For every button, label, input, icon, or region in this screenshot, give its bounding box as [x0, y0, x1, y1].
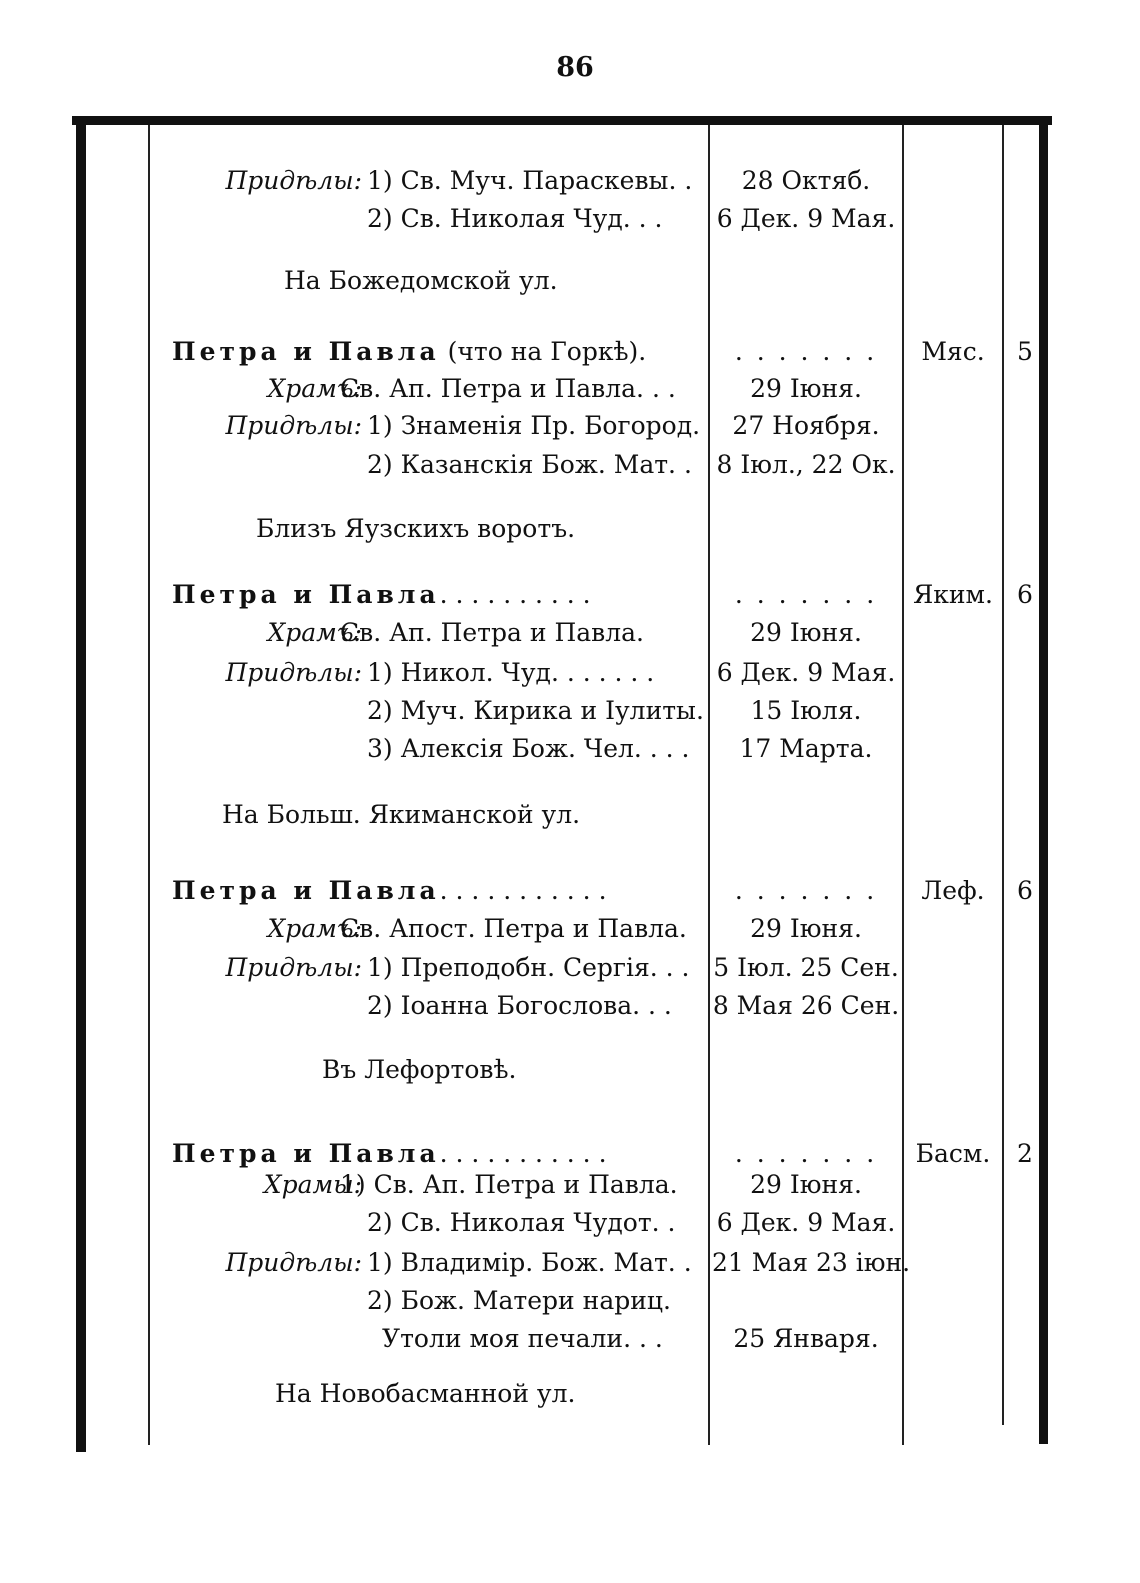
row-entry: 2) Іоанна Богослова. . . [367, 991, 672, 1020]
row-label: Храмы: [263, 1170, 362, 1199]
church-suffix: . . . . . . . . . . . [439, 1139, 607, 1168]
row-date: 15 Іюля. [750, 696, 862, 725]
table-row [0, 1204, 1140, 1242]
table-row [0, 370, 1140, 408]
row-entry: 1) Св. Муч. Параскевы. . [367, 166, 693, 195]
row-entry: Утоли моя печали. . . [382, 1324, 663, 1353]
row-entry: 3) Алексія Бож. Чел. . . . [367, 734, 690, 763]
church-district: Яким. [913, 580, 993, 609]
row-label: Храмъ: [267, 914, 362, 943]
row-label: Придѣлы: [225, 166, 362, 195]
row-label: Придѣлы: [225, 411, 362, 440]
church-date-dots: . . . . . . . [734, 580, 878, 609]
page-number: 86 [556, 52, 594, 83]
table-row [0, 730, 1140, 768]
row-entry: Св. Ап. Петра и Павла. [340, 618, 644, 647]
church-row [0, 576, 1140, 614]
row-entry: 2) Казанскія Бож. Мат. . [367, 450, 692, 479]
row-date: 17 Марта. [739, 734, 873, 763]
church-name: Петра и Павла [172, 580, 440, 609]
row-entry: 1) Знаменія Пр. Богород. [367, 411, 701, 440]
church-number: 6 [1017, 580, 1033, 609]
table-row [0, 949, 1140, 987]
church-name: Петра и Павла [172, 337, 440, 366]
table-row [0, 446, 1140, 484]
table-row [0, 654, 1140, 692]
row-date: 29 Іюня. [750, 1170, 862, 1199]
street-heading [0, 796, 1140, 834]
table-row [0, 1282, 1140, 1320]
church-title [172, 333, 646, 371]
table-row [0, 987, 1140, 1025]
row-date: 29 Іюня. [750, 374, 862, 403]
table-row [0, 162, 1140, 200]
church-district: Мяс. [921, 337, 985, 366]
table-row [0, 1166, 1140, 1204]
street-heading [0, 262, 1140, 300]
church-row [0, 333, 1140, 371]
row-entry: 2) Муч. Кирика и Іулиты. [367, 696, 704, 725]
table-row [0, 1320, 1140, 1358]
church-suffix: . . . . . . . . . . . [439, 876, 607, 905]
street-label: Въ Лефортовѣ. [322, 1055, 517, 1084]
church-number: 2 [1017, 1139, 1033, 1168]
row-label: Храмъ: [267, 618, 362, 647]
row-label: Придѣлы: [225, 1248, 362, 1277]
church-title [172, 872, 607, 910]
row-date: 29 Іюня. [750, 914, 862, 943]
row-entry: Св. Апост. Петра и Павла. [340, 914, 687, 943]
church-number: 5 [1017, 337, 1033, 366]
row-entry: Св. Ап. Петра и Павла. . . [340, 374, 676, 403]
table-row [0, 910, 1140, 948]
church-district: Леф. [921, 876, 985, 905]
street-label: На Новобасманной ул. [275, 1379, 576, 1408]
row-label: Храмъ: [267, 374, 362, 403]
table-row [0, 692, 1140, 730]
church-district: Басм. [915, 1139, 991, 1168]
table-row [0, 407, 1140, 445]
row-entry: 1) Преподобн. Сергія. . . [367, 953, 690, 982]
table-frame-top [72, 116, 1052, 125]
row-date: 8 Іюл., 22 Ок. [716, 450, 896, 479]
street-heading [0, 1051, 1140, 1089]
row-label: Придѣлы: [225, 953, 362, 982]
church-date-dots: . . . . . . . [734, 1139, 878, 1168]
row-entry: 1) Никол. Чуд. . . . . . . [367, 658, 655, 687]
street-label: Близъ Яузскихъ воротъ. [256, 514, 576, 543]
row-date: 29 Іюня. [750, 618, 862, 647]
church-title [172, 576, 591, 614]
row-entry: 2) Св. Николая Чудот. . [367, 1208, 676, 1237]
row-label: Придѣлы: [225, 658, 362, 687]
row-entry: 1) Св. Ап. Петра и Павла. [340, 1170, 678, 1199]
church-suffix: (что на Горкѣ). [439, 337, 647, 366]
church-name: Петра и Павла [172, 876, 440, 905]
row-date: 21 Мая 23 іюн. [712, 1248, 911, 1277]
row-date: 5 Іюл. 25 Сен. [713, 953, 899, 982]
church-row [0, 872, 1140, 910]
church-date-dots: . . . . . . . [734, 876, 878, 905]
row-entry: 2) Св. Николая Чуд. . . [367, 204, 663, 233]
row-date: 27 Ноября. [732, 411, 880, 440]
church-number: 6 [1017, 876, 1033, 905]
row-date: 25 Января. [733, 1324, 879, 1353]
table-row [0, 1244, 1140, 1282]
row-entry: 1) Владимір. Бож. Мат. . [367, 1248, 692, 1277]
church-date-dots: . . . . . . . [734, 337, 878, 366]
row-entry: 2) Бож. Матери нариц. [367, 1286, 671, 1315]
street-heading [0, 510, 1140, 548]
table-row [0, 200, 1140, 238]
church-name: Петра и Павла [172, 1139, 440, 1168]
church-suffix: . . . . . . . . . . [439, 580, 591, 609]
table-row [0, 614, 1140, 652]
street-heading [0, 1375, 1140, 1413]
row-date: 28 Октяб. [741, 166, 871, 195]
row-date: 6 Дек. 9 Мая. [716, 658, 896, 687]
row-date: 8 Мая 26 Сен. [712, 991, 900, 1020]
row-date: 6 Дек. 9 Мая. [716, 204, 896, 233]
street-label: На Божедомской ул. [284, 266, 558, 295]
street-label: На Больш. Якиманской ул. [222, 800, 581, 829]
row-date: 6 Дек. 9 Мая. [716, 1208, 896, 1237]
